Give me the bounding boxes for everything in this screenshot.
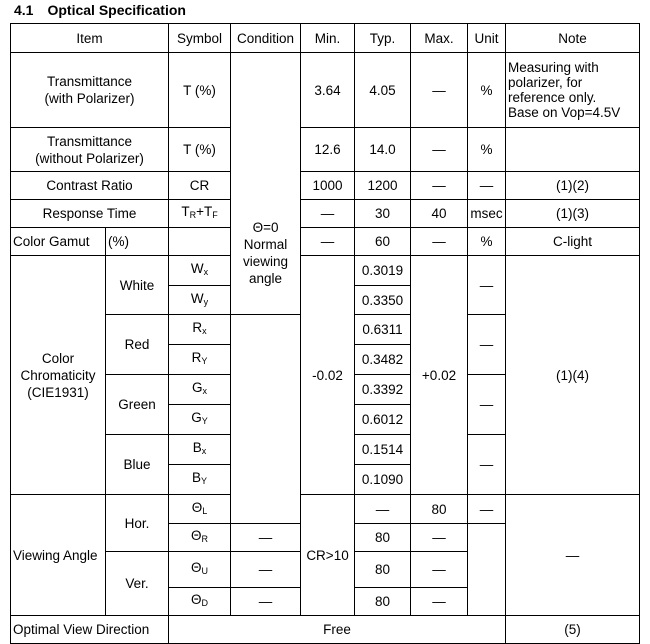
color-label: White xyxy=(106,256,169,315)
header-condition: Condition xyxy=(231,24,301,53)
item-line: (CIE1931) xyxy=(27,384,89,400)
symbol-cell: T (%) xyxy=(169,128,231,172)
symbol-cell xyxy=(169,435,231,465)
symbol-subscript: Y xyxy=(201,476,208,486)
symbol-letter: T xyxy=(181,204,190,219)
unit-cell: % xyxy=(468,53,506,128)
color-label: Blue xyxy=(106,435,169,495)
direction-label: Ver. xyxy=(106,552,169,616)
note-cell xyxy=(506,128,640,172)
symbol-cell xyxy=(169,375,231,405)
min-cell: 1000 xyxy=(301,172,355,200)
max-cell: 40 xyxy=(411,200,468,228)
header-unit: Unit xyxy=(468,24,506,53)
symbol-cell xyxy=(169,465,231,495)
min-cell: 3.64 xyxy=(301,53,355,128)
unit-cell: — xyxy=(468,375,506,435)
row-view-left xyxy=(11,495,640,524)
symbol-letter: Θ xyxy=(191,528,202,543)
min-cell: — xyxy=(355,495,411,524)
min-cell: — xyxy=(231,552,301,588)
max-cell: — xyxy=(411,588,468,616)
row-transmittance-with-polarizer xyxy=(11,53,640,128)
typ-cell: 4.05 xyxy=(355,53,411,128)
item-cell xyxy=(11,256,106,495)
item-cell xyxy=(11,53,169,128)
typ-cell: 30 xyxy=(355,200,411,228)
header-max: Max. xyxy=(411,24,468,53)
note-cell: (1)(4) xyxy=(506,256,640,495)
symbol-subscript: R xyxy=(201,534,209,544)
symbol-letter: G xyxy=(192,380,203,395)
max-cell: — xyxy=(411,53,468,128)
item-line: Chromaticity xyxy=(20,367,96,383)
symbol-letter: R xyxy=(192,320,203,335)
typ-cell: 0.3019 xyxy=(355,256,411,286)
optical-spec-table xyxy=(10,23,640,644)
unit-cell: — xyxy=(506,495,640,616)
row-optimal-view-direction xyxy=(11,616,640,644)
symbol-cell xyxy=(169,524,231,552)
item-line: (with Polarizer) xyxy=(44,91,135,106)
color-label: Green xyxy=(106,375,169,435)
condition-cell: CR>10 xyxy=(301,495,355,616)
max-cell: +0.02 xyxy=(411,256,468,495)
symbol-cell xyxy=(169,256,231,286)
symbol-letter: G xyxy=(191,410,202,425)
min-cell: — xyxy=(231,524,301,552)
symbol-letter: Θ xyxy=(191,592,202,607)
symbol-cell xyxy=(169,200,231,228)
max-cell: — xyxy=(411,128,468,172)
unit-cell: — xyxy=(468,172,506,200)
min-cell: — xyxy=(301,200,355,228)
min-cell: — xyxy=(231,588,301,616)
color-label: Red xyxy=(106,315,169,375)
condition-cell xyxy=(231,53,301,315)
typ-cell: 80 xyxy=(355,588,411,616)
note-cell: (5) xyxy=(506,616,640,644)
note-line: polarizer, for xyxy=(508,75,583,90)
unit-cell: — xyxy=(468,435,506,495)
symbol-cell: T (%) xyxy=(169,53,231,128)
max-cell: — xyxy=(411,552,468,588)
symbol-letter: B xyxy=(192,470,202,485)
symbol-subscript: y xyxy=(203,296,209,307)
unit-cell: % xyxy=(468,128,506,172)
section-number: 4.1 xyxy=(14,2,34,18)
typ-cell: 80 xyxy=(355,524,411,552)
header-item: Item xyxy=(11,24,169,53)
symbol-cell xyxy=(169,495,231,524)
note-cell: (1)(3) xyxy=(506,200,640,228)
typ-cell: 80 xyxy=(411,495,468,524)
item-line: Transmittance xyxy=(46,74,133,89)
section-title-text: Optical Specification xyxy=(47,2,186,18)
condition-line: Normal xyxy=(243,236,288,252)
unit-cell: msec xyxy=(468,200,506,228)
typ-cell: 0.1090 xyxy=(355,465,411,495)
section-title xyxy=(14,2,186,18)
row-contrast-ratio xyxy=(11,172,640,200)
typ-cell: 0.3350 xyxy=(355,286,411,315)
typ-cell: 0.1514 xyxy=(355,435,411,465)
symbol-subscript: Y xyxy=(201,356,208,366)
note-cell xyxy=(506,53,640,128)
symbol-cell xyxy=(169,552,231,588)
unit-cell: — xyxy=(468,256,506,315)
item-cell: Viewing Angle xyxy=(11,495,106,616)
symbol-cell xyxy=(169,405,231,435)
condition-cell-empty xyxy=(231,315,301,524)
condition-line: viewing xyxy=(243,253,289,269)
condition-line: angle xyxy=(248,270,283,286)
typ-cell: 1200 xyxy=(355,172,411,200)
symbol-letter: Θ xyxy=(191,560,202,575)
header-min: Min. xyxy=(301,24,355,53)
value-cell: Free xyxy=(169,616,506,644)
symbol-subscript: x xyxy=(201,446,207,456)
symbol-subscript: D xyxy=(201,598,209,608)
min-cell: 12.6 xyxy=(301,128,355,172)
max-cell: — xyxy=(411,228,468,256)
min-cell: -0.02 xyxy=(301,256,355,495)
symbol-subscript: U xyxy=(201,566,209,576)
symbol-letter: R xyxy=(191,350,202,365)
symbol-cell xyxy=(169,315,231,345)
note-line: reference only. xyxy=(508,90,597,105)
typ-cell: 0.3392 xyxy=(355,375,411,405)
symbol-letter: B xyxy=(192,440,202,455)
symbol-plus: + xyxy=(196,204,204,219)
row-white-x xyxy=(11,256,640,286)
header-note: Note xyxy=(506,24,640,53)
symbol-cell xyxy=(169,228,231,256)
note-line: Base on Vop=4.5V xyxy=(508,105,621,120)
header-symbol: Symbol xyxy=(169,24,231,53)
symbol-letter: Θ xyxy=(191,499,203,515)
typ-cell: 60 xyxy=(355,228,411,256)
typ-cell: 0.6311 xyxy=(355,315,411,345)
item-cell: Response Time xyxy=(11,200,169,228)
typ-cell: 0.6012 xyxy=(355,405,411,435)
condition-line: Θ=0 xyxy=(252,219,279,235)
row-color-gamut xyxy=(11,228,640,256)
symbol-cell xyxy=(169,588,231,616)
symbol-subscript: Y xyxy=(201,416,208,426)
item-cell xyxy=(11,128,169,172)
item-line: Transmittance xyxy=(46,133,133,149)
item-sub-cell: (%) xyxy=(106,228,169,256)
symbol-cell xyxy=(169,345,231,375)
min-cell: — xyxy=(301,228,355,256)
note-cell: C-light xyxy=(506,228,640,256)
row-response-time xyxy=(11,200,640,228)
symbol-letter: W xyxy=(190,261,204,276)
item-cell: Color Gamut xyxy=(11,228,106,256)
symbol-cell xyxy=(169,286,231,315)
item-line: Color xyxy=(41,350,75,366)
note-cell: (1)(2) xyxy=(506,172,640,200)
note-line: Measuring with xyxy=(508,60,599,75)
symbol-subscript: L xyxy=(202,505,208,516)
symbol-letter: W xyxy=(190,290,204,306)
symbol-letter: T xyxy=(203,204,213,219)
symbol-subscript: x xyxy=(202,386,208,396)
symbol-subscript: x xyxy=(202,326,207,336)
typ-cell: 0.3482 xyxy=(355,345,411,375)
typ-cell: 80 xyxy=(355,552,411,588)
typ-cell: 14.0 xyxy=(355,128,411,172)
direction-label: Hor. xyxy=(106,495,169,552)
unit-cell: — xyxy=(468,315,506,375)
max-cell: — xyxy=(411,172,468,200)
symbol-cell: CR xyxy=(169,172,231,200)
symbol-subscript: F xyxy=(212,210,218,220)
item-cell: Contrast Ratio xyxy=(11,172,169,200)
item-line: (without Polarizer) xyxy=(35,150,144,166)
unit-cell: % xyxy=(468,228,506,256)
header-typ: Typ. xyxy=(355,24,411,53)
symbol-subscript: x xyxy=(203,267,209,277)
row-transmittance-without-polarizer xyxy=(11,128,640,172)
symbol-subscript: R xyxy=(189,210,197,220)
header-row xyxy=(11,24,640,53)
max-cell: — xyxy=(468,495,506,524)
max-cell: — xyxy=(411,524,468,552)
item-cell: Optimal View Direction xyxy=(11,616,169,644)
